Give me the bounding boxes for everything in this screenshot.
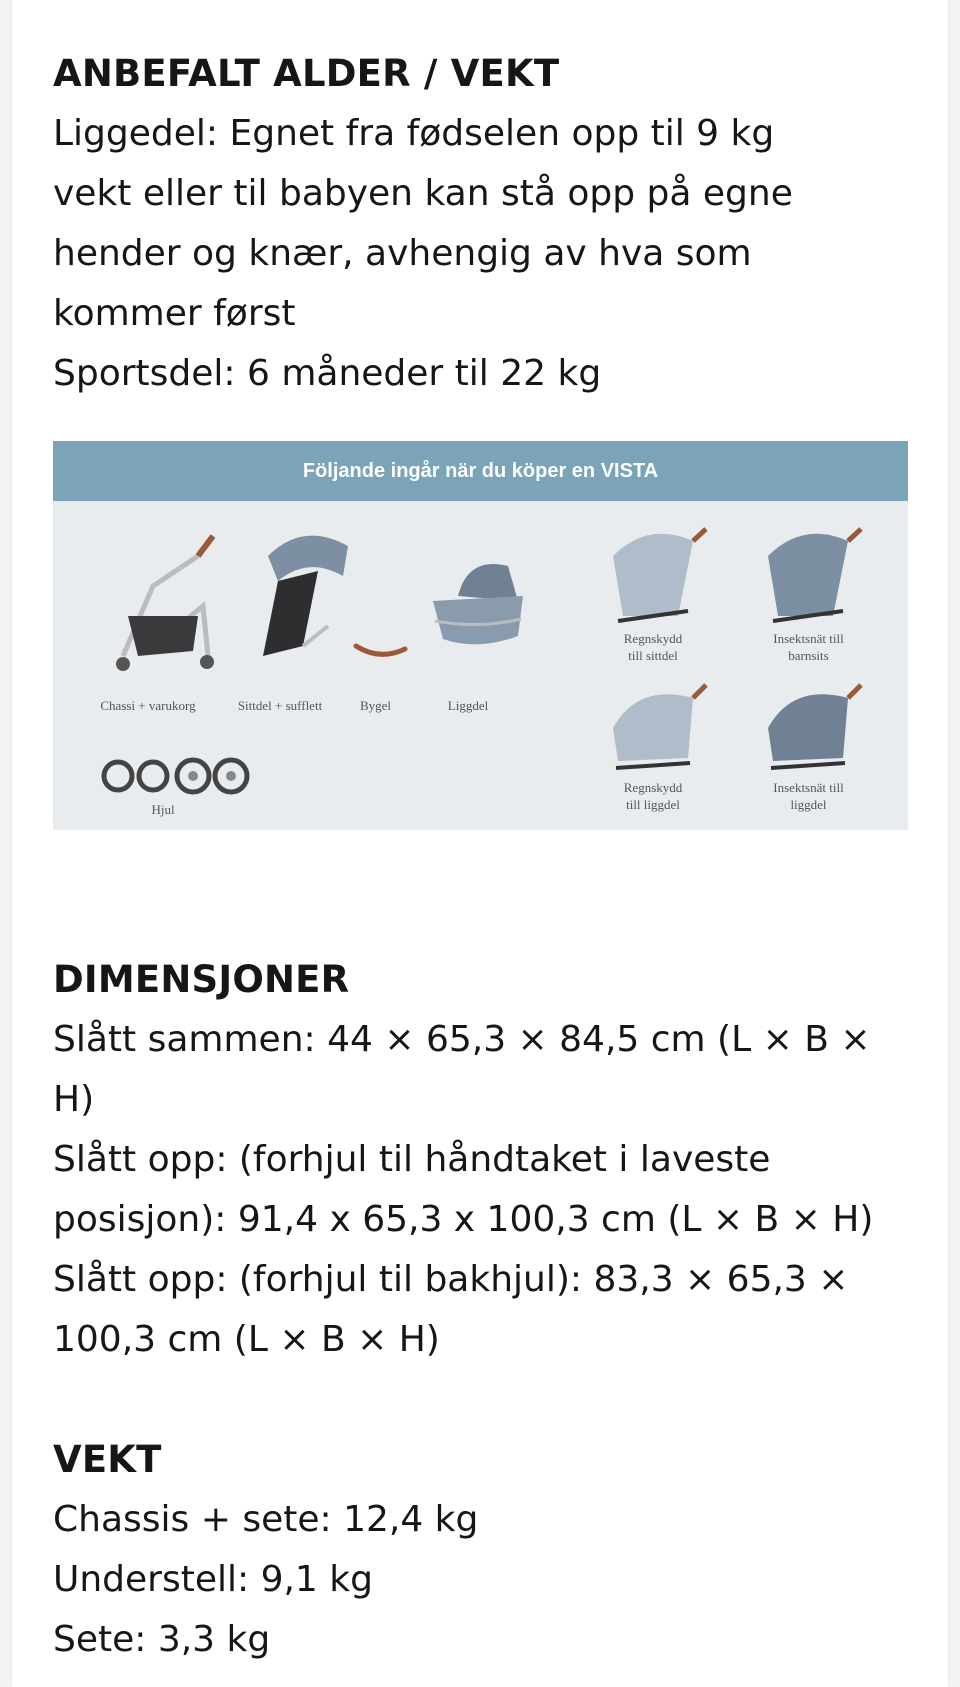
caption-insect-seat: Insektsnät till barnsits xyxy=(773,631,844,663)
included-items-header: Följande ingår när du köper en VISTA xyxy=(53,441,908,501)
insect-net-seat-image xyxy=(753,511,863,626)
insect-net-bassinet-image xyxy=(753,673,863,773)
caption-chassis: Chassi + varukorg xyxy=(100,698,196,713)
wheels-image xyxy=(101,756,251,796)
caption-bumper: Bygel xyxy=(359,698,392,713)
age-weight-section xyxy=(53,44,923,404)
age-weight-line: hender og knær, avhengig av hva som xyxy=(53,233,752,274)
caption-bassinet: Liggdel xyxy=(447,698,489,713)
seat-image xyxy=(248,516,358,666)
weight-line: Sete: 3,3 kg xyxy=(53,1619,271,1660)
caption-rain-bassinet: Regnskydd till liggdel xyxy=(623,780,683,812)
weight-section xyxy=(53,1430,923,1670)
dimensions-line: Slått opp: (forhjul til håndtaket i laveste xyxy=(53,1139,771,1180)
age-weight-line: Liggedel: Egnet fra fødselen opp til 9 kg xyxy=(53,113,775,154)
weight-line: Understell: 9,1 kg xyxy=(53,1559,373,1600)
caption-seat: Sittdel + sufflett xyxy=(237,698,323,713)
bumper-image xyxy=(353,641,408,661)
dimensions-line: Slått opp: (forhjul til bakhjul): 83,3 × 65,3 × xyxy=(53,1259,849,1300)
caption-wheels: Hjul xyxy=(151,802,175,817)
age-weight-line: vekt eller til babyen kan stå opp på egne xyxy=(53,173,793,214)
dimensions-section xyxy=(53,950,923,1370)
age-weight-heading: ANBEFALT ALDER / VEKT xyxy=(53,52,560,95)
bassinet-image xyxy=(423,541,533,651)
dimensions-line: Slått sammen: 44 × 65,3 × 84,5 cm (L × B × xyxy=(53,1019,871,1060)
rain-cover-bassinet-image xyxy=(598,673,708,773)
dimensions-line: H) xyxy=(53,1079,95,1120)
dimensions-heading: DIMENSJONER xyxy=(53,958,350,1001)
included-items-image xyxy=(53,441,908,830)
dimensions-line: posisjon): 91,4 x 65,3 x 100,3 cm (L × B × H) xyxy=(53,1199,874,1240)
caption-rain-seat: Regnskydd till sittdel xyxy=(623,631,683,663)
dimensions-line: 100,3 cm (L × B × H) xyxy=(53,1319,440,1360)
chassis-image xyxy=(103,516,223,686)
content-page xyxy=(12,0,948,1687)
caption-insect-bassinet: Insektsnät till liggdel xyxy=(773,780,844,812)
rain-cover-seat-image xyxy=(598,511,708,626)
weight-line: Chassis + sete: 12,4 kg xyxy=(53,1499,479,1540)
age-weight-line: kommer først xyxy=(53,293,296,334)
age-weight-line: Sportsdel: 6 måneder til 22 kg xyxy=(53,353,602,394)
weight-heading: VEKT xyxy=(53,1438,162,1481)
